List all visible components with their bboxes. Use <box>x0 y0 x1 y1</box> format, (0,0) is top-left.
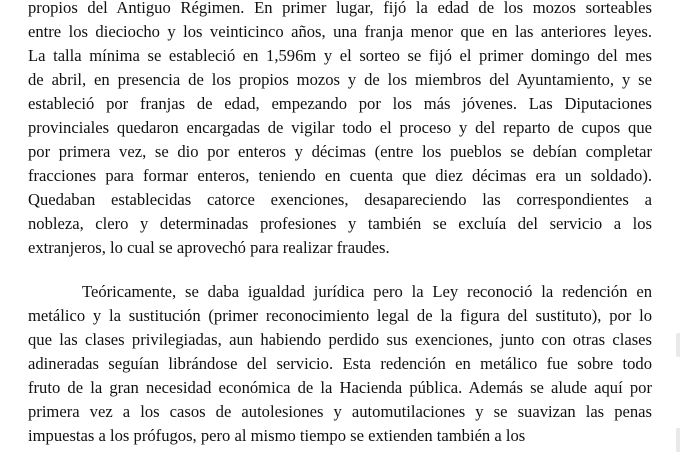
paragraph-line: que las clases privilegiadas, aun habiendo perdido sus exenciones, junto con otras clases <box>28 330 652 349</box>
paragraph-1 <box>28 0 652 260</box>
paragraph-line: impuestas a los prófugos, pero al mismo tiempo se extienden también a los <box>28 426 526 445</box>
paragraph-line: propios del Antiguo Régimen. En primer lugar, fijó la edad de los mozos sorteables <box>28 0 652 17</box>
paragraph-line: metálico y la sustitución (primer reconocimiento legal de la figura del sustituto), por lo <box>28 306 652 325</box>
paragraph-line: nobleza, clero y determinadas profesiones y también se excluía del servicio a los <box>28 214 652 233</box>
paragraph-line: Quedaban establecidas catorce exenciones, desapareciendo las correspondientes a <box>28 190 652 209</box>
paragraph-2 <box>28 280 652 448</box>
paragraph-line: extranjeros, lo cual se aprovechó para realizar fraudes. <box>28 238 390 257</box>
paragraph-line: de abril, en presencia de los propios mozos y de los miembros del Ayuntamiento, y se <box>28 70 652 89</box>
paragraph-line: La talla mínima se estableció en 1,596m y el sorteo se fijó el primer domingo del mes <box>28 46 652 65</box>
scroll-edge-marker <box>676 428 680 452</box>
paragraph-line: entre los dieciocho y los veinticinco años, una franja menor que en las anteriores leyes. <box>28 22 652 41</box>
paragraph-line: Teóricamente, se daba igualdad jurídica pero la Ley reconoció la redención en <box>82 282 652 301</box>
paragraph-line: fracciones para formar enteros, teniendo en cuenta que diez décimas era un soldado). <box>28 166 652 185</box>
paragraph-line: fruto de la gran necesidad económica de la Hacienda pública. Además se alude aquí por <box>28 378 652 397</box>
scroll-edge-marker <box>676 333 680 357</box>
paragraph-line: estableció por franjas de edad, empezando por los más jóvenes. Las Diputaciones <box>28 94 652 113</box>
paragraph-line: adineradas seguían librándose del servicio. Esta redención en metálico fue sobre todo <box>28 354 652 373</box>
paragraph-line: por primera vez, se dio por enteros y décimas (entre los pueblos se debían completar <box>28 142 652 161</box>
paragraph-line: primera vez a los casos de autolesiones y automutilaciones y se suavizan las penas <box>28 402 652 421</box>
paragraph-line: provinciales quedaron encargadas de vigilar todo el proceso y del reparto de cupos que <box>28 118 652 137</box>
